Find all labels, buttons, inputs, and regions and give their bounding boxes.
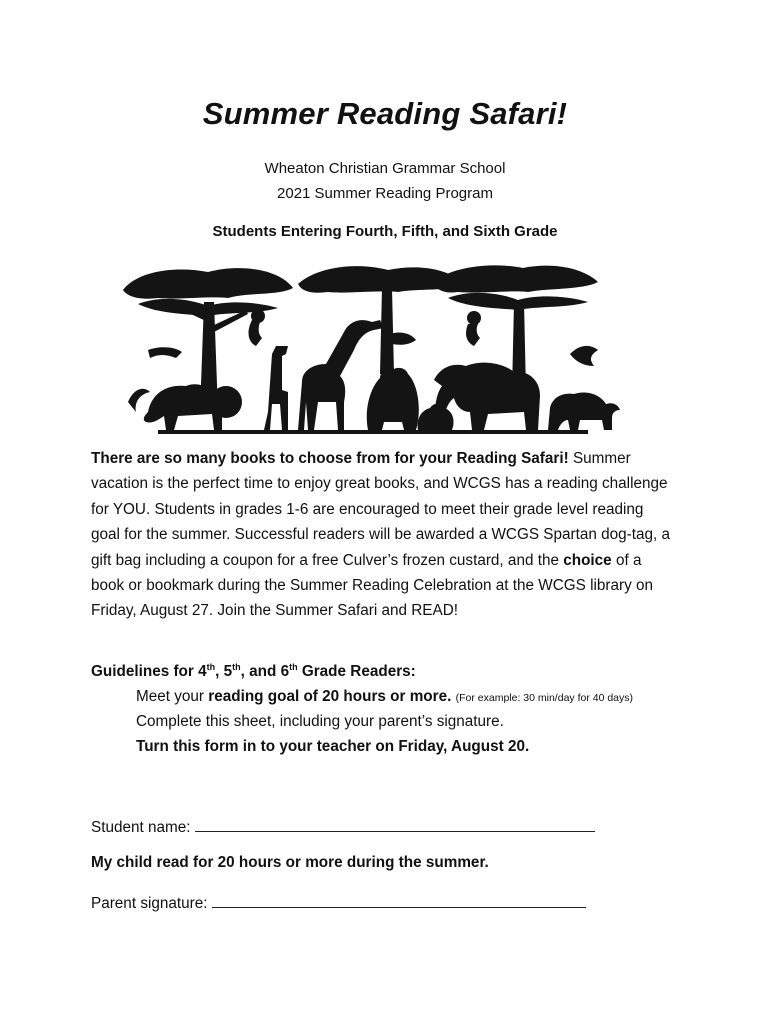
intro-choice: choice: [563, 551, 612, 569]
sup-th-6: th: [289, 662, 298, 672]
school-name: Wheaton Christian Grammar School: [264, 160, 506, 177]
guidelines-six: , and 6: [240, 663, 290, 681]
guideline-turn-in: Turn this form in to your teacher on Friday, August 20.: [136, 738, 530, 755]
page-title: Summer Reading Safari!: [202, 96, 568, 131]
parent-signature-blank[interactable]: [212, 893, 586, 908]
intro-text-2: of a book or bookmark during the Summer Reading Celebration at the WCGS library on Friday, August 27. Join the Summer Safari and READ!: [91, 551, 654, 620]
goal-note: (For example: 30 min/day for 40 days): [455, 692, 634, 704]
goal-prefix: Meet your: [136, 688, 209, 705]
guidelines-suffix: Grade Readers:: [297, 663, 416, 681]
guidelines-five: , 5: [215, 663, 233, 681]
guideline-complete-sheet: Complete this sheet, including your parent’s signature.: [136, 713, 504, 730]
safari-animals-silhouette-icon: [118, 262, 638, 440]
sup-th-4: th: [206, 662, 216, 672]
program-name: 2021 Summer Reading Program: [277, 185, 493, 202]
intro-paragraph: [91, 446, 676, 624]
guidelines-heading: [91, 662, 416, 681]
read-statement: My child read for 20 hours or more during the summer.: [91, 854, 489, 871]
guideline-reading-goal: [136, 688, 633, 706]
grade-heading: Students Entering Fourth, Fifth, and Sixth Grade: [212, 223, 558, 240]
goal-bold: reading goal of 20 hours or more.: [208, 688, 452, 705]
sup-th-5: th: [232, 662, 241, 672]
student-name-label: Student name:: [91, 819, 191, 836]
student-name-blank[interactable]: [195, 817, 595, 832]
parent-signature-label: Parent signature:: [91, 895, 208, 912]
guidelines-prefix: Guidelines for 4: [91, 663, 207, 681]
parent-signature-field: [91, 893, 586, 913]
intro-text-1: Summer vacation is the perfect time to enjoy great books, and WCGS has a reading challenge for YOU. Students in grades 1-6 are encouraged to meet their grade level reading goal for the summer. Successful readers will be awarded a WCGS Spartan dog-tag, a gift bag including a coupon for a free Culver’s frozen custard, and the: [91, 450, 671, 569]
intro-lead: There are so many books to choose from for your Reading Safari!: [91, 450, 569, 467]
student-name-field: [91, 817, 595, 837]
